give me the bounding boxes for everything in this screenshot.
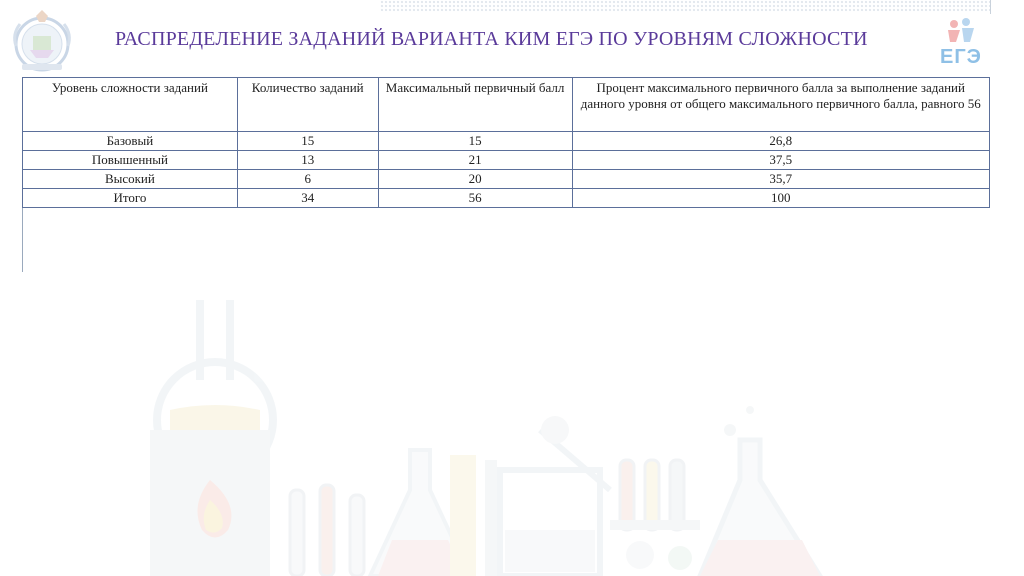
cell-percent: 37,5 — [572, 151, 990, 170]
cell-max-score: 15 — [378, 132, 572, 151]
emblem-icon — [8, 6, 76, 74]
cell-count: 6 — [237, 170, 378, 189]
cell-count: 15 — [237, 132, 378, 151]
table-row — [23, 189, 990, 208]
table-row — [23, 132, 990, 151]
left-divider — [22, 200, 23, 272]
header-percent: Процент максимального первичного балла за выполнение заданий данного уровня от общего максимального первичного балла, равного 56 — [572, 78, 990, 132]
header-count: Количество заданий — [237, 78, 378, 132]
page-title: РАСПРЕДЕЛЕНИЕ ЗАДАНИЙ ВАРИАНТА КИМ ЕГЭ ПО УРОВНЯМ СЛОЖНОСТИ — [115, 28, 868, 50]
ege-logo-text: ЕГЭ — [940, 46, 982, 68]
table-row — [23, 170, 990, 189]
difficulty-table — [22, 77, 990, 208]
lab-glassware-illustration — [140, 290, 860, 576]
cell-max-score: 21 — [378, 151, 572, 170]
cell-max-score: 20 — [378, 170, 572, 189]
top-dot-pattern — [380, 0, 990, 12]
cell-count: 13 — [237, 151, 378, 170]
cell-percent: 35,7 — [572, 170, 990, 189]
header-level: Уровень сложности заданий — [23, 78, 238, 132]
cell-level: Итого — [23, 189, 238, 208]
header-max-score: Максимальный первичный балл — [378, 78, 572, 132]
cell-level: Повышенный — [23, 151, 238, 170]
table-row — [23, 151, 990, 170]
cell-percent: 26,8 — [572, 132, 990, 151]
cell-level: Высокий — [23, 170, 238, 189]
cell-count: 34 — [237, 189, 378, 208]
table-header-row — [23, 78, 990, 132]
cell-percent: 100 — [572, 189, 990, 208]
right-divider — [990, 0, 991, 14]
cell-level: Базовый — [23, 132, 238, 151]
cell-max-score: 56 — [378, 189, 572, 208]
